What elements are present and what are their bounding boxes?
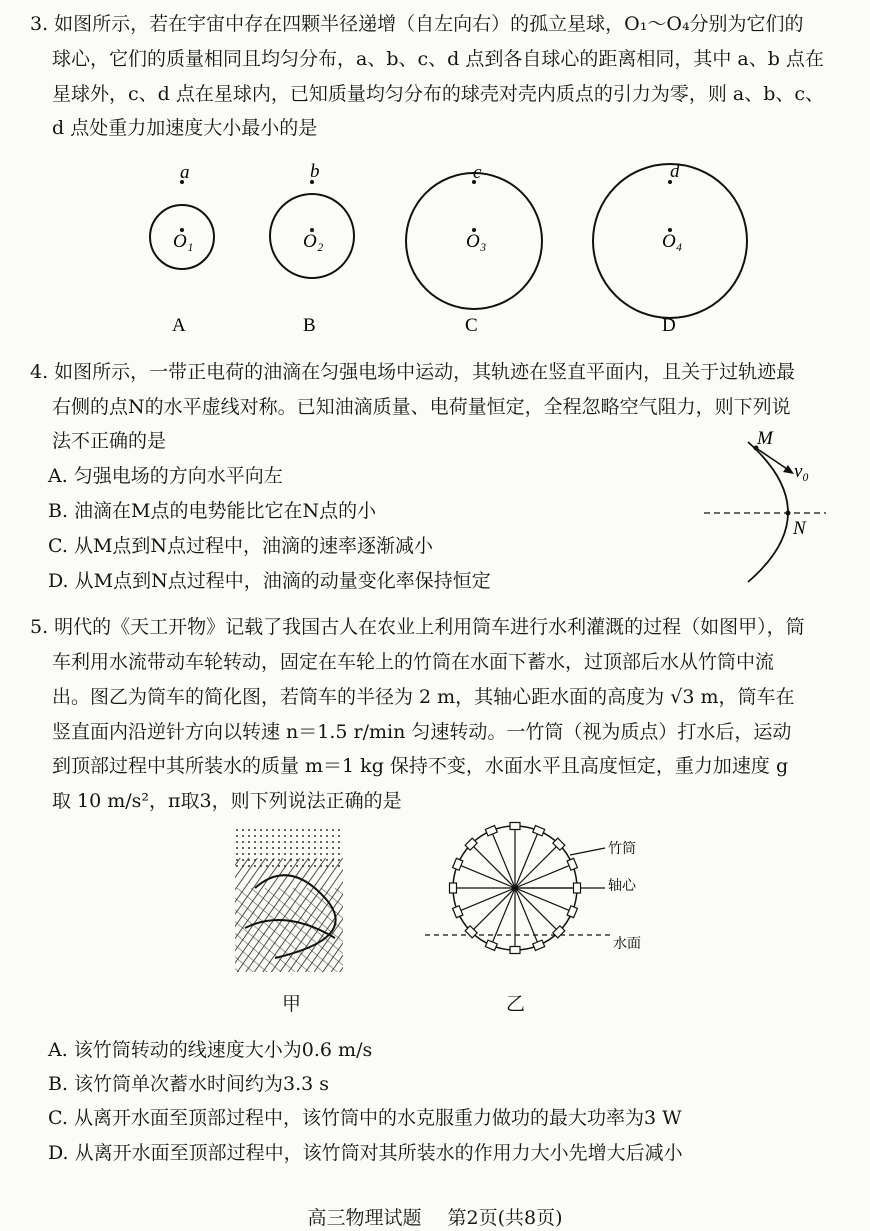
wheel-spoke [471,888,515,932]
page-footer [0,1203,870,1230]
q3-line-3: 星球外，c、d 点在星球内，已知质量均匀分布的球壳对壳内质点的引力为零，则 a、b、c、 [52,83,825,105]
bamboo-tube [510,947,520,954]
label-d: d [670,161,680,182]
wheel-spoke [515,888,559,932]
q3-line-2: 球心，它们的质量相同且均匀分布，a、b、c、d 点到各自球心的距离相同，其中 a、b 点在 [52,48,824,70]
label-water-surface: 水面 [613,936,641,952]
label-o4: O₄ [662,231,683,252]
caption-jia: 甲 [282,993,302,1015]
q5-line-1: 5. 明代的《天工开物》记载了我国古人在农业上利用筒车进行水利灌溉的过程（如图甲），筒 [30,616,805,638]
bamboo-tube [485,940,497,950]
bamboo-tube [453,906,463,918]
label-o3: O₃ [466,231,487,252]
label-o1: O₁ [173,231,194,252]
q5-line-5: 到顶部过程中其所装水的质量 m＝1 kg 保持不变，水面水平且高度恒定，重力加速度 g [52,755,789,777]
q5-option-c: C. 从离开水面至顶部过程中，该竹筒中的水克服重力做功的最大功率为3 W [48,1107,682,1129]
velocity-arrowhead [783,465,794,474]
waterwheel-diagram [420,822,650,972]
label-v0: v₀ [794,461,810,482]
velocity-arrow [756,448,790,471]
label-b: b [310,161,320,182]
footer-subject: 高三物理试题 [307,1207,422,1229]
wheel-axle [512,885,518,891]
bamboo-tube [533,826,545,836]
point-n-dot [786,511,791,516]
bamboo-tube [450,883,457,893]
bamboo-tube [574,883,581,893]
q3-planets-figure [0,150,870,350]
wheel-spoke [515,844,559,888]
bamboo-tube [567,906,577,918]
bamboo-tube [485,826,497,836]
q3-line-1: 3. 如图所示，若在宇宙中存在四颗半径递增（自左向右）的孤立星球，O₁～O₄分别为它们的 [30,13,804,35]
bamboo-tube [453,858,463,870]
bamboo-tube [510,823,520,830]
label-axle: 轴心 [608,878,636,894]
q4-trajectory-figure [700,430,860,590]
q3-line-4: d 点处重力加速度大小最小的是 [52,117,318,139]
q4-line-3: 法不正确的是 [52,430,167,452]
label-m: M [757,428,773,449]
q5-option-a: A. 该竹筒转动的线速度大小为0.6 m/s [48,1039,373,1061]
q5-line-3: 出。图乙为筒车的简化图，若筒车的半径为 2 m，其轴心距水面的高度为 √3 m，筒车在 [52,686,795,708]
q5-line-2: 车利用水流带动车轮转动，固定在车轮上的竹筒在水面下蓄水，过顶部后水从竹筒中流 [52,651,775,673]
caption-yi: 乙 [506,993,526,1015]
option-label-a: A [172,315,186,336]
oil-drop-trajectory [748,442,788,582]
label-bamboo-tube: 竹筒 [608,841,636,857]
option-label-b: B [303,315,316,336]
q4-option-d: D. 从M点到N点过程中，油滴的动量变化率保持恒定 [48,570,491,592]
q4-line-1: 4. 如图所示，一带正电荷的油滴在匀强电场中运动，其轨迹在竖直平面内，且关于过轨迹最 [30,361,796,383]
waterwheel-engraving-image [235,828,343,972]
label-n: N [793,518,806,539]
q4-option-a: A. 匀强电场的方向水平向左 [48,465,283,487]
label-c: c [473,162,482,183]
wheel-spoke [471,844,515,888]
q5-line-4: 竖直面内沿逆针方向以转速 n＝1.5 r/min 匀速转动。一竹筒（视为质点）打水后，运动 [52,721,792,743]
q5-line-6: 取 10 m/s²，π取3，则下列说法正确的是 [52,790,402,812]
q4-line-2: 右侧的点N的水平虚线对称。已知油滴质量、电荷量恒定，全程忽略空气阻力，则下列说 [52,396,791,418]
bamboo-tube [567,858,577,870]
option-label-c: C [465,315,478,336]
bamboo-tube [533,940,545,950]
label-a: a [180,162,190,183]
label-o2: O₂ [303,231,324,252]
q4-option-c: C. 从M点到N点过程中，油滴的速率逐渐减小 [48,535,434,557]
footer-page-number: 第2页(共8页) [447,1207,563,1229]
tube-pointer-line [570,848,605,855]
q5-option-b: B. 该竹筒单次蓄水时间约为3.3 s [48,1073,330,1095]
q4-option-b: B. 油滴在M点的电势能比它在N点的小 [48,500,377,522]
q5-option-d: D. 从离开水面至顶部过程中，该竹筒对其所装水的作用力大小先增大后减小 [48,1142,683,1164]
option-label-d: D [662,315,676,336]
